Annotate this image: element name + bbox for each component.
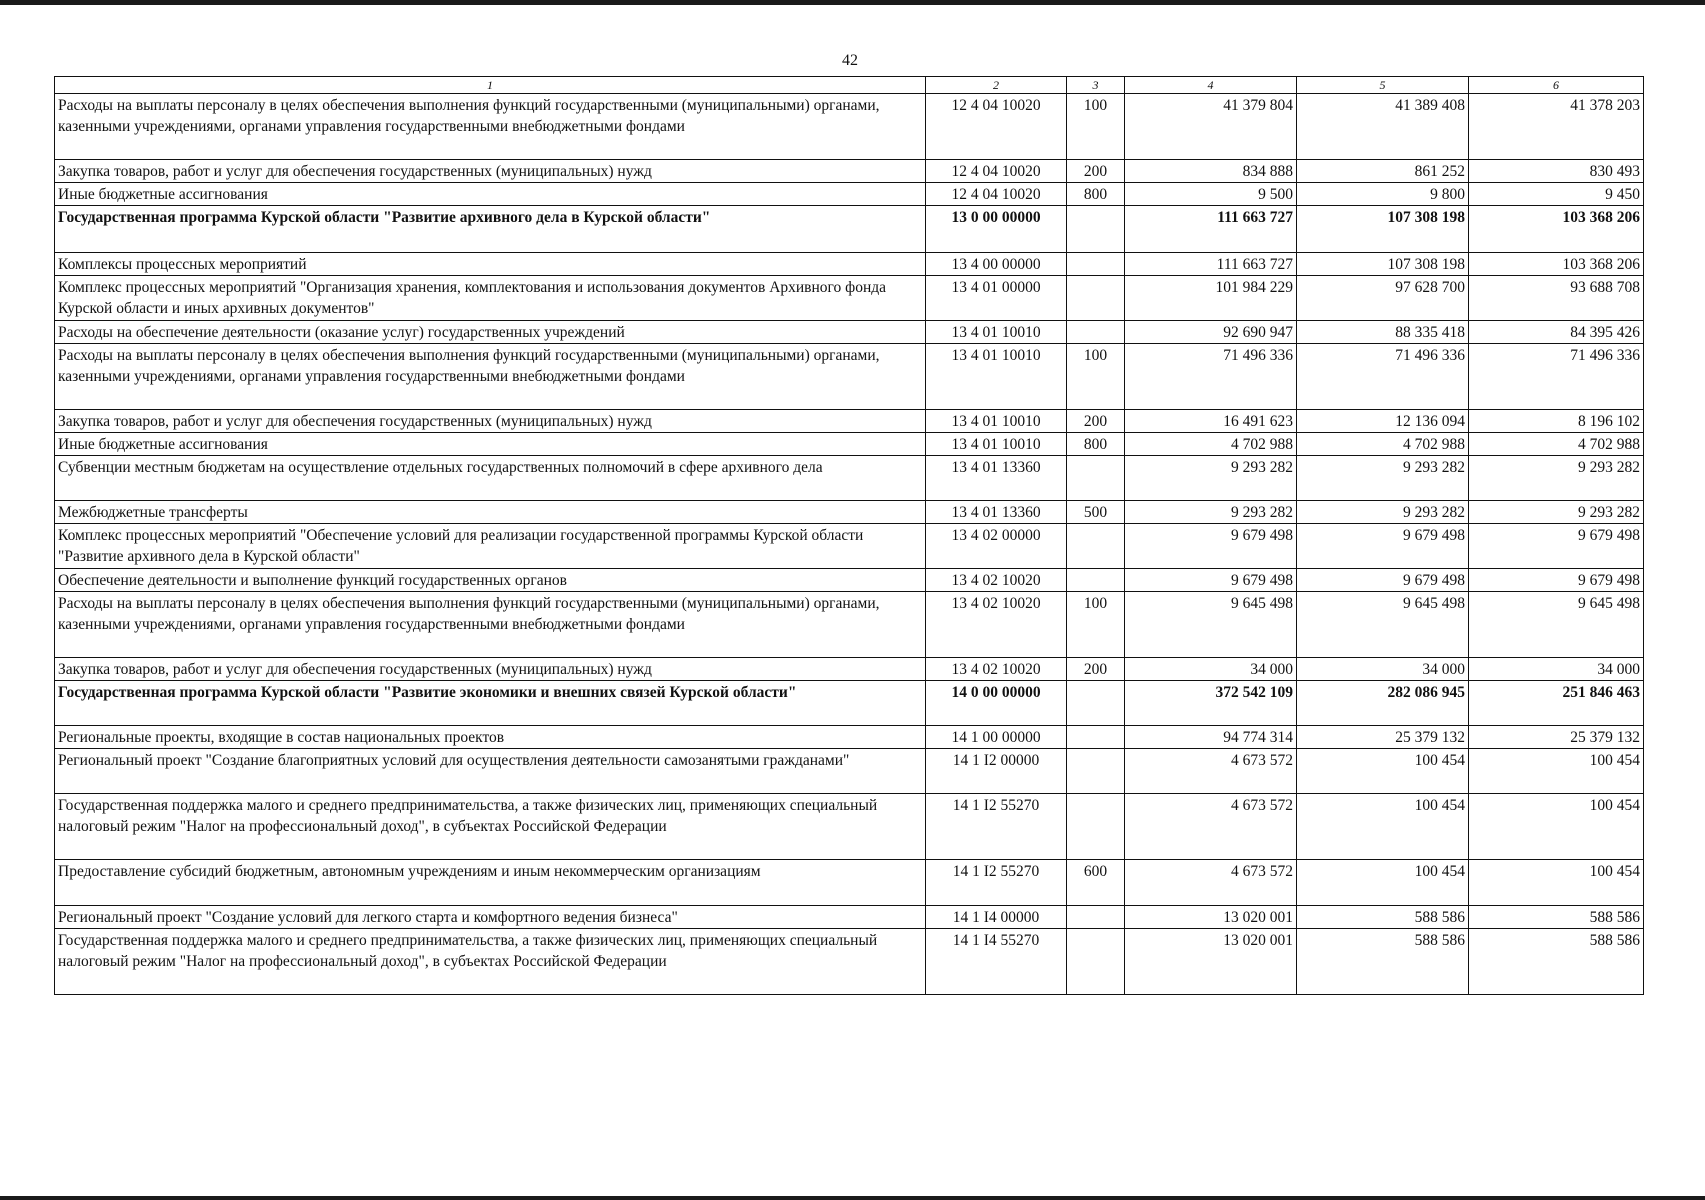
row-amount-col4-cell: 13 020 001 — [1125, 906, 1297, 929]
row-amount-col4-cell: 71 496 336 — [1125, 344, 1297, 410]
row-expense-type-cell: 600 — [1067, 860, 1125, 906]
row-name-cell: Закупка товаров, работ и услуг для обеспечения государственных (муниципальных) нужд — [55, 658, 926, 681]
row-amount-col6-cell: 9 293 282 — [1469, 501, 1644, 524]
row-expense-type-cell — [1067, 321, 1125, 344]
row-amount-col5-cell: 861 252 — [1297, 160, 1469, 183]
row-amount-col4-cell: 111 663 727 — [1125, 206, 1297, 253]
row-amount-col5-cell: 100 454 — [1297, 860, 1469, 906]
row-amount-col6-cell: 588 586 — [1469, 929, 1644, 995]
row-name-cell: Закупка товаров, работ и услуг для обеспечения государственных (муниципальных) нужд — [55, 410, 926, 433]
row-amount-col6-cell: 84 395 426 — [1469, 321, 1644, 344]
table-row — [55, 344, 1644, 410]
budget-table-body — [55, 77, 1644, 995]
row-amount-col6-cell: 9 450 — [1469, 183, 1644, 206]
row-amount-col6-cell: 4 702 988 — [1469, 433, 1644, 456]
row-name-cell: Расходы на обеспечение деятельности (оказание услуг) государственных учреждений — [55, 321, 926, 344]
table-row — [55, 456, 1644, 501]
row-code-cell: 12 4 04 10020 — [926, 94, 1067, 160]
row-expense-type-cell — [1067, 456, 1125, 501]
row-amount-col4-cell: 4 702 988 — [1125, 433, 1297, 456]
row-code-cell: 13 4 01 13360 — [926, 501, 1067, 524]
row-amount-col5-cell: 9 800 — [1297, 183, 1469, 206]
row-name-cell: Иные бюджетные ассигнования — [55, 183, 926, 206]
row-code-cell: 13 4 02 10020 — [926, 658, 1067, 681]
row-amount-col4-cell: 94 774 314 — [1125, 726, 1297, 749]
row-amount-col6-cell: 100 454 — [1469, 860, 1644, 906]
row-amount-col5-cell: 9 679 498 — [1297, 524, 1469, 569]
table-row — [55, 569, 1644, 592]
row-amount-col5-cell: 9 679 498 — [1297, 569, 1469, 592]
row-expense-type-cell: 100 — [1067, 94, 1125, 160]
row-expense-type-cell: 500 — [1067, 501, 1125, 524]
row-expense-type-cell: 200 — [1067, 658, 1125, 681]
row-code-cell: 13 4 02 00000 — [926, 524, 1067, 569]
row-code-cell: 14 0 00 00000 — [926, 681, 1067, 726]
column-number: 2 — [926, 77, 1067, 94]
row-name-cell: Региональный проект "Создание условий для легкого старта и комфортного ведения бизнеса" — [55, 906, 926, 929]
table-row — [55, 410, 1644, 433]
page-number: 42 — [842, 52, 858, 69]
row-expense-type-cell — [1067, 749, 1125, 794]
row-name-cell: Предоставление субсидий бюджетным, автономным учреждениям и иным некоммерческим организациям — [55, 860, 926, 906]
row-code-cell: 13 4 01 13360 — [926, 456, 1067, 501]
row-name-cell: Государственная программа Курской области "Развитие архивного дела в Курской области" — [55, 206, 926, 253]
row-amount-col6-cell: 41 378 203 — [1469, 94, 1644, 160]
row-amount-col6-cell: 103 368 206 — [1469, 206, 1644, 253]
row-amount-col6-cell: 9 293 282 — [1469, 456, 1644, 501]
row-amount-col4-cell: 4 673 572 — [1125, 749, 1297, 794]
row-code-cell: 12 4 04 10020 — [926, 183, 1067, 206]
row-amount-col6-cell: 830 493 — [1469, 160, 1644, 183]
table-row — [55, 906, 1644, 929]
row-amount-col5-cell: 282 086 945 — [1297, 681, 1469, 726]
row-amount-col4-cell: 92 690 947 — [1125, 321, 1297, 344]
column-number: 1 — [55, 77, 926, 94]
column-number: 4 — [1125, 77, 1297, 94]
row-amount-col5-cell: 107 308 198 — [1297, 206, 1469, 253]
row-expense-type-cell — [1067, 794, 1125, 860]
row-expense-type-cell: 200 — [1067, 160, 1125, 183]
row-amount-col4-cell: 4 673 572 — [1125, 794, 1297, 860]
row-code-cell: 14 1 00 00000 — [926, 726, 1067, 749]
row-amount-col6-cell: 251 846 463 — [1469, 681, 1644, 726]
row-name-cell: Расходы на выплаты персоналу в целях обеспечения выполнения функций государственными (муниципальными) органами, казенными учреждениями, органами управления государственными внебюджетными фондами — [55, 592, 926, 658]
table-row — [55, 160, 1644, 183]
row-code-cell: 14 1 I4 55270 — [926, 929, 1067, 995]
row-code-cell: 13 4 01 10010 — [926, 344, 1067, 410]
row-amount-col6-cell: 71 496 336 — [1469, 344, 1644, 410]
column-number-row — [55, 77, 1644, 94]
row-code-cell: 13 4 01 10010 — [926, 433, 1067, 456]
row-amount-col6-cell: 8 196 102 — [1469, 410, 1644, 433]
row-name-cell: Государственная поддержка малого и среднего предпринимательства, а также физических лиц, применяющих специальный налоговый режим "Налог на профессиональный доход", в субъектах Российской Федерации — [55, 794, 926, 860]
column-number: 3 — [1067, 77, 1125, 94]
table-row — [55, 524, 1644, 569]
table-row — [55, 276, 1644, 321]
row-amount-col5-cell: 34 000 — [1297, 658, 1469, 681]
row-expense-type-cell — [1067, 906, 1125, 929]
row-amount-col6-cell: 103 368 206 — [1469, 253, 1644, 276]
row-name-cell: Региональные проекты, входящие в состав национальных проектов — [55, 726, 926, 749]
column-number: 5 — [1297, 77, 1469, 94]
table-row — [55, 794, 1644, 860]
row-code-cell: 13 4 00 00000 — [926, 253, 1067, 276]
row-expense-type-cell — [1067, 276, 1125, 321]
row-amount-col4-cell: 9 679 498 — [1125, 524, 1297, 569]
row-amount-col6-cell: 25 379 132 — [1469, 726, 1644, 749]
row-amount-col6-cell: 100 454 — [1469, 794, 1644, 860]
row-name-cell: Расходы на выплаты персоналу в целях обеспечения выполнения функций государственными (муниципальными) органами, казенными учреждениями, органами управления государственными внебюджетными фондами — [55, 344, 926, 410]
row-amount-col6-cell: 588 586 — [1469, 906, 1644, 929]
table-row — [55, 592, 1644, 658]
row-code-cell: 14 1 I4 00000 — [926, 906, 1067, 929]
row-name-cell: Комплексы процессных мероприятий — [55, 253, 926, 276]
row-amount-col4-cell: 41 379 804 — [1125, 94, 1297, 160]
scan-top-edge — [0, 0, 1705, 5]
scan-bottom-edge — [0, 1196, 1705, 1200]
table-row — [55, 749, 1644, 794]
row-amount-col6-cell: 93 688 708 — [1469, 276, 1644, 321]
row-name-cell: Закупка товаров, работ и услуг для обеспечения государственных (муниципальных) нужд — [55, 160, 926, 183]
row-amount-col5-cell: 97 628 700 — [1297, 276, 1469, 321]
row-expense-type-cell — [1067, 569, 1125, 592]
row-amount-col4-cell: 9 645 498 — [1125, 592, 1297, 658]
row-expense-type-cell — [1067, 929, 1125, 995]
row-amount-col5-cell: 588 586 — [1297, 929, 1469, 995]
row-amount-col4-cell: 16 491 623 — [1125, 410, 1297, 433]
row-amount-col4-cell: 34 000 — [1125, 658, 1297, 681]
table-row — [55, 183, 1644, 206]
row-amount-col4-cell: 4 673 572 — [1125, 860, 1297, 906]
table-row — [55, 206, 1644, 253]
table-row — [55, 860, 1644, 906]
row-amount-col6-cell: 100 454 — [1469, 749, 1644, 794]
row-expense-type-cell — [1067, 524, 1125, 569]
row-amount-col4-cell: 9 500 — [1125, 183, 1297, 206]
row-amount-col4-cell: 9 293 282 — [1125, 456, 1297, 501]
row-amount-col4-cell: 111 663 727 — [1125, 253, 1297, 276]
row-amount-col4-cell: 9 293 282 — [1125, 501, 1297, 524]
row-amount-col5-cell: 107 308 198 — [1297, 253, 1469, 276]
row-name-cell: Иные бюджетные ассигнования — [55, 433, 926, 456]
row-expense-type-cell: 800 — [1067, 433, 1125, 456]
row-expense-type-cell — [1067, 206, 1125, 253]
row-amount-col5-cell: 88 335 418 — [1297, 321, 1469, 344]
table-row — [55, 681, 1644, 726]
table-row — [55, 726, 1644, 749]
row-amount-col5-cell: 588 586 — [1297, 906, 1469, 929]
row-amount-col5-cell: 100 454 — [1297, 794, 1469, 860]
row-code-cell: 13 4 01 10010 — [926, 321, 1067, 344]
budget-table — [54, 76, 1644, 995]
table-row — [55, 321, 1644, 344]
row-expense-type-cell — [1067, 726, 1125, 749]
row-amount-col5-cell: 4 702 988 — [1297, 433, 1469, 456]
row-amount-col6-cell: 9 645 498 — [1469, 592, 1644, 658]
table-row — [55, 658, 1644, 681]
row-amount-col5-cell: 12 136 094 — [1297, 410, 1469, 433]
row-name-cell: Межбюджетные трансферты — [55, 501, 926, 524]
row-amount-col6-cell: 34 000 — [1469, 658, 1644, 681]
table-row — [55, 433, 1644, 456]
row-amount-col5-cell: 9 293 282 — [1297, 501, 1469, 524]
row-code-cell: 12 4 04 10020 — [926, 160, 1067, 183]
row-name-cell: Комплекс процессных мероприятий "Организация хранения, комплектования и использования документов Архивного фонда Курской области и иных архивных документов" — [55, 276, 926, 321]
row-amount-col5-cell: 9 645 498 — [1297, 592, 1469, 658]
row-name-cell: Обеспечение деятельности и выполнение функций государственных органов — [55, 569, 926, 592]
row-amount-col4-cell: 9 679 498 — [1125, 569, 1297, 592]
row-name-cell: Комплекс процессных мероприятий "Обеспечение условий для реализации государственной программы Курской области "Развитие архивного дела в Курской области" — [55, 524, 926, 569]
row-amount-col6-cell: 9 679 498 — [1469, 524, 1644, 569]
row-expense-type-cell — [1067, 681, 1125, 726]
row-name-cell: Региональный проект "Создание благоприятных условий для осуществления деятельности самозанятыми гражданами" — [55, 749, 926, 794]
row-amount-col5-cell: 25 379 132 — [1297, 726, 1469, 749]
row-amount-col4-cell: 372 542 109 — [1125, 681, 1297, 726]
row-amount-col6-cell: 9 679 498 — [1469, 569, 1644, 592]
row-expense-type-cell — [1067, 253, 1125, 276]
row-amount-col5-cell: 71 496 336 — [1297, 344, 1469, 410]
row-code-cell: 14 1 I2 00000 — [926, 749, 1067, 794]
row-amount-col4-cell: 101 984 229 — [1125, 276, 1297, 321]
row-expense-type-cell: 800 — [1067, 183, 1125, 206]
row-name-cell: Субвенции местным бюджетам на осуществление отдельных государственных полномочий в сфере архивного дела — [55, 456, 926, 501]
row-code-cell: 13 0 00 00000 — [926, 206, 1067, 253]
row-expense-type-cell: 200 — [1067, 410, 1125, 433]
row-amount-col5-cell: 9 293 282 — [1297, 456, 1469, 501]
table-row — [55, 929, 1644, 995]
row-code-cell: 14 1 I2 55270 — [926, 860, 1067, 906]
row-code-cell: 13 4 02 10020 — [926, 569, 1067, 592]
table-row — [55, 94, 1644, 160]
row-name-cell: Государственная поддержка малого и среднего предпринимательства, а также физических лиц, применяющих специальный налоговый режим "Налог на профессиональный доход", в субъектах Российской Федерации — [55, 929, 926, 995]
row-expense-type-cell: 100 — [1067, 344, 1125, 410]
row-code-cell: 13 4 01 10010 — [926, 410, 1067, 433]
row-amount-col5-cell: 41 389 408 — [1297, 94, 1469, 160]
row-amount-col4-cell: 13 020 001 — [1125, 929, 1297, 995]
row-code-cell: 13 4 02 10020 — [926, 592, 1067, 658]
row-amount-col4-cell: 834 888 — [1125, 160, 1297, 183]
row-amount-col5-cell: 100 454 — [1297, 749, 1469, 794]
row-expense-type-cell: 100 — [1067, 592, 1125, 658]
column-number: 6 — [1469, 77, 1644, 94]
row-name-cell: Расходы на выплаты персоналу в целях обеспечения выполнения функций государственными (муниципальными) органами, казенными учреждениями, органами управления государственными внебюджетными фондами — [55, 94, 926, 160]
row-code-cell: 14 1 I2 55270 — [926, 794, 1067, 860]
table-row — [55, 501, 1644, 524]
table-row — [55, 253, 1644, 276]
row-code-cell: 13 4 01 00000 — [926, 276, 1067, 321]
row-name-cell: Государственная программа Курской области "Развитие экономики и внешних связей Курской области" — [55, 681, 926, 726]
